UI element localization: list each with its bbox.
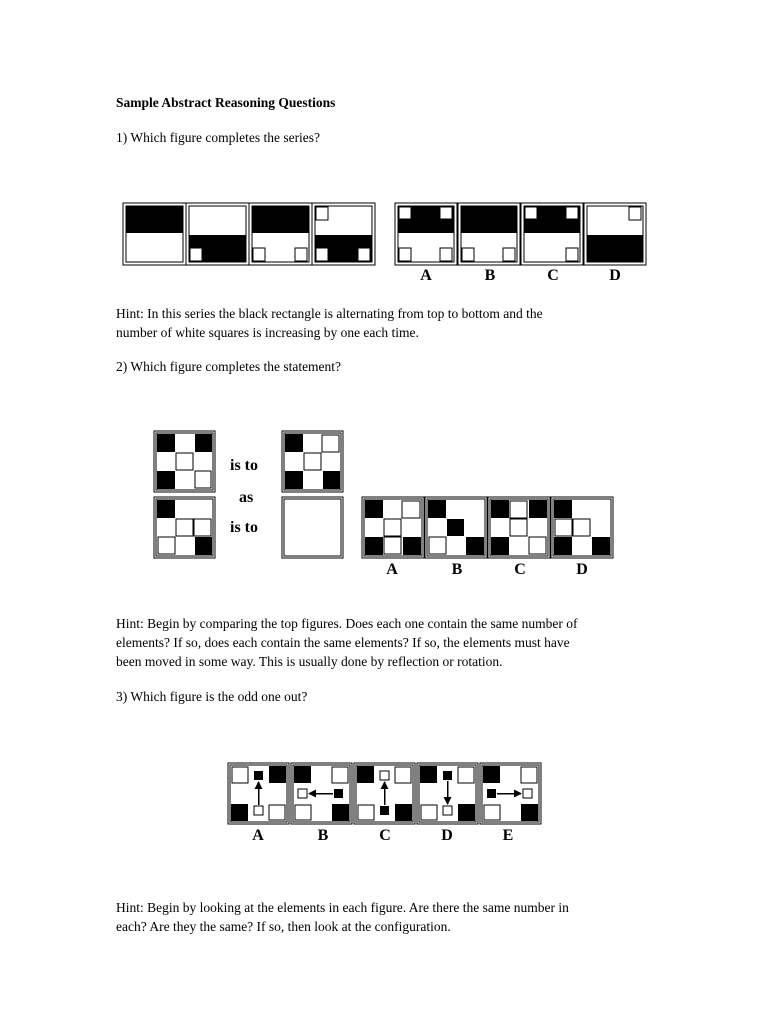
q1-question: 1) Which figure completes the series? (116, 130, 321, 145)
q1-series-figures (122, 202, 377, 266)
q1-option-d-figure (584, 203, 646, 265)
q2-hint-line-1: Hint: Begin by comparing the top figures. Does each one contain the same number of (116, 616, 578, 631)
q2-question: 2) Which figure completes the statement? (116, 359, 342, 374)
q1-hint-line-1: Hint: In this series the black rectangle is alternating from top to bottom and the (116, 306, 543, 321)
q3-question: 3) Which figure is the odd one out? (116, 689, 308, 704)
q3-answer-options (227, 762, 543, 826)
q2-option-a-figure (362, 497, 424, 558)
q1-answer-options (394, 202, 648, 266)
q1-series-frame-1 (123, 203, 186, 265)
q2-figure-bottom-left (154, 497, 215, 558)
q2-word-is-to-2: is to (230, 519, 258, 536)
q2-option-a-label[interactable]: A (386, 561, 398, 578)
q3-option-a-label[interactable]: A (252, 827, 264, 844)
q1-series-frame-4 (312, 203, 375, 265)
q2-option-d-figure (551, 497, 613, 558)
q1-option-d-label[interactable]: D (609, 267, 621, 284)
q2-word-as: as (239, 489, 254, 506)
q3-hint-line-2: each? Are they the same? If so, then look at the configuration. (116, 919, 451, 934)
q2-option-c-label[interactable]: C (514, 561, 526, 578)
q3-option-d-label[interactable]: D (441, 827, 453, 844)
q2-word-is-to-1: is to (230, 457, 258, 474)
q2-option-b-figure (425, 497, 487, 558)
q3-option-d-figure (417, 763, 478, 824)
q1-option-a-figure (395, 203, 457, 265)
q3-option-b-label[interactable]: B (317, 827, 329, 844)
q1-option-a-label[interactable]: A (420, 267, 432, 284)
page-title: Sample Abstract Reasoning Questions (116, 95, 336, 110)
q2-figure-top-left (154, 431, 215, 492)
q2-hint-line-2: elements? If so, does each contain the same elements? If so, the elements must have (116, 635, 570, 650)
q1-option-c-figure (521, 203, 583, 265)
q3-option-c-label[interactable]: C (379, 827, 391, 844)
q3-hint-line-1: Hint: Begin by looking at the elements in each figure. Are there the same number in (116, 900, 569, 915)
q1-option-b-figure (458, 203, 520, 265)
q2-option-c-figure (488, 497, 550, 558)
q1-series-frame-3 (249, 203, 312, 265)
q3-option-b-figure (291, 763, 352, 824)
q3-option-e-figure (480, 763, 541, 824)
q2-option-d-label[interactable]: D (576, 561, 588, 578)
q1-series-frame-2 (186, 203, 249, 265)
q2-figure-empty (282, 497, 343, 558)
q3-option-e-label[interactable]: E (502, 827, 514, 844)
q3-option-a-figure (228, 763, 289, 824)
q3-option-c-figure (354, 763, 415, 824)
q1-hint-line-2: number of white squares is increasing by one each time. (116, 325, 419, 340)
q1-option-b-label[interactable]: B (484, 267, 496, 284)
q2-figure-top-right (282, 431, 343, 492)
q1-option-c-label[interactable]: C (547, 267, 559, 284)
q2-option-b-label[interactable]: B (451, 561, 463, 578)
q2-answer-options (361, 496, 615, 560)
q2-hint-line-3: been moved in some way. This is usually done by reflection or rotation. (116, 654, 503, 669)
